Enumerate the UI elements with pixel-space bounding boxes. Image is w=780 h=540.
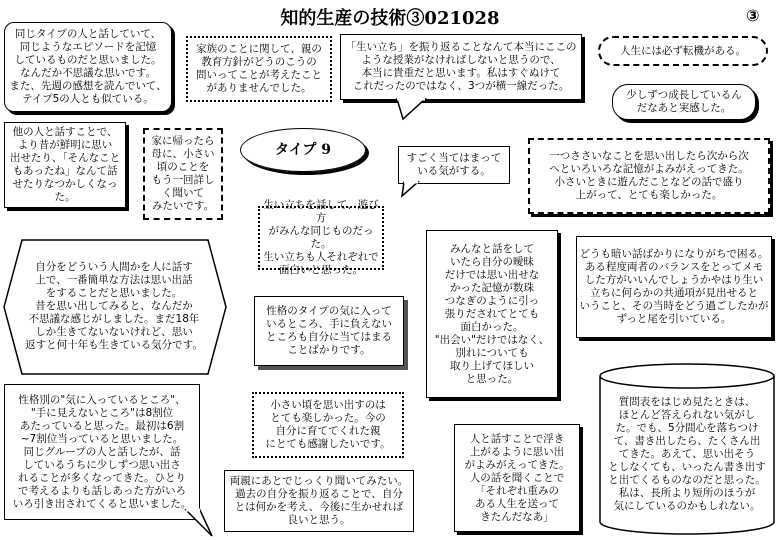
comment-box — [186, 36, 332, 102]
comment-box — [4, 122, 126, 208]
comment-box — [252, 392, 404, 458]
comment-box — [22, 244, 206, 368]
page-title: 知的生産の技術③021028 — [280, 8, 500, 29]
comment-box — [576, 236, 772, 338]
comment-text: 他の人と話すことで、 より昔が鮮明に思い 出せたり、「そんなこと もあったね」なんて話 せたりなつかしくなった。 — [9, 126, 121, 203]
callout-tail — [186, 510, 216, 540]
callout-tail — [395, 99, 435, 121]
comment-text: 家族のことに関して、親の 教育方針がどうのこうの 問いってことが考えたこと がありませんでした。 — [196, 43, 322, 94]
comment-text: 同じタイプの人と話していて、 同じようなエピソードを記憶 しているものだと思いました。 なんだか不思議な思いです。 また、先週の感想を読んでいて、 テイプ5の人とも似ている。 — [9, 28, 167, 105]
comment-box — [528, 138, 770, 214]
comment-text: 生い立ちを話して、遊び方 がみんな同じものだった。 生い立ちも人それぞれで 面白いと思った。 — [263, 199, 379, 276]
type-label — [240, 128, 366, 172]
comment-text: 一つささいなことを思い出したら次から次 へといろいろな記憶がよみがえってきた。 小さいときに遊んだことなどの話で盛り 上がって、とても楽しかった。 — [549, 150, 749, 201]
comment-box — [224, 470, 414, 532]
comment-text: 少しずつ成長しているん だなあと実感した。 — [626, 89, 742, 114]
callout-tail — [400, 182, 424, 198]
comment-text: 家に帰ったら 母に、小さい 頃のことを もう一回詳し く聞いて みたいです。 — [151, 135, 215, 212]
comment-box — [143, 128, 223, 220]
comment-box — [454, 424, 580, 532]
comment-box — [398, 146, 510, 184]
comment-text: 自分をどういう人間かを人に話す 上で、一番簡単な方法は思い出話 をすることだと思いました。 昔を思い出してみると、なんだか 不思議な感じがしました。まだ18年 しか生きてないないけれど、思い 返すと何十年も生きている気分です。 — [25, 260, 203, 351]
comment-text: 人と話すことで浮き 上がるように思い出 がよみがえってきた。 人の話を聞くことで 「それぞれ重みの ある人生を送って きたんだなあ」 — [464, 432, 570, 523]
comment-box — [340, 34, 582, 100]
comment-text: 性格のタイプの気に入って いるところ、手に負えない ところも自分に当てはまる ことばかりです。 — [266, 305, 392, 356]
comment-box — [4, 384, 200, 520]
comment-text: すごく当てはまって いる気がする。 — [406, 152, 502, 177]
comment-box — [612, 84, 756, 120]
type-label-text: タイプ 9 — [275, 141, 331, 158]
comment-text: 性格別の"気に入っているところ"、 "手に見えないところ"は8割位 あたっていると思った。最初は6割 ~7割位当っていると思いました。 同じグループの人と話したが、話 しているうちに少しずつ思い出さ れることが多くなってきた。ひとり で考えるよりも話しあった方がいろ いろ引き出されてくると思いました。 — [12, 393, 192, 510]
comment-text: 小さい頃を思い出すのは とても楽しかった。今の 自分に育ててくれた親 にとても感謝したいです。 — [265, 399, 391, 450]
comment-box — [598, 36, 768, 66]
comment-text: どうも暗い話ばかりになりがちで困る。 ある程度両者のバランスをとってメモ した方がいいんでしょうかやはり生い 立ちに何らかの共通項が見出せると いうこと、その当時をどう過ごしたかが ずっと尾を引いている。 — [579, 248, 769, 325]
comment-box — [254, 296, 404, 366]
comment-box — [4, 22, 172, 112]
comment-text: 両親にあとでじっくり聞いてみたい。 過去の自分を振り返ることで、自分 とは何かを考え、今後に生かせれば 良いと思う。 — [229, 475, 409, 526]
page-number: ③ — [746, 6, 760, 25]
comment-box — [258, 199, 384, 276]
comment-text: 「生い立ち」を振り返ることなんて本当にここの ような授業がなければしないと思うので、 本当に貴重だと思います。私はすぐぬけて これだったのではなく、3つが横一線だった。 — [345, 41, 577, 92]
comment-box — [604, 380, 770, 528]
comment-text: 人生には必ず転機がある。 — [620, 44, 746, 57]
comment-text: 質問表をはじめ見たときは、 ほとんど答えられない気がし た。でも、5分間心を落ちつけ て、書き出したら、たくさん出 てきた。あえて、思い出そう としなくても、いったん書き出す と出てくるものなのだと思った。 私は、長所より短所のほうが 気にしているのかもしれない。 — [608, 395, 766, 512]
comment-text: みんなと話をして いたら自分の曖昧 だけでは思い出せな かった記憶が数珠 つなぎのように引っ 張りだされてとても 面白かった。 "出会い"だけではなく、 別れについても 取り上げてほしい と思った。 — [434, 242, 550, 385]
comment-box — [426, 230, 558, 398]
